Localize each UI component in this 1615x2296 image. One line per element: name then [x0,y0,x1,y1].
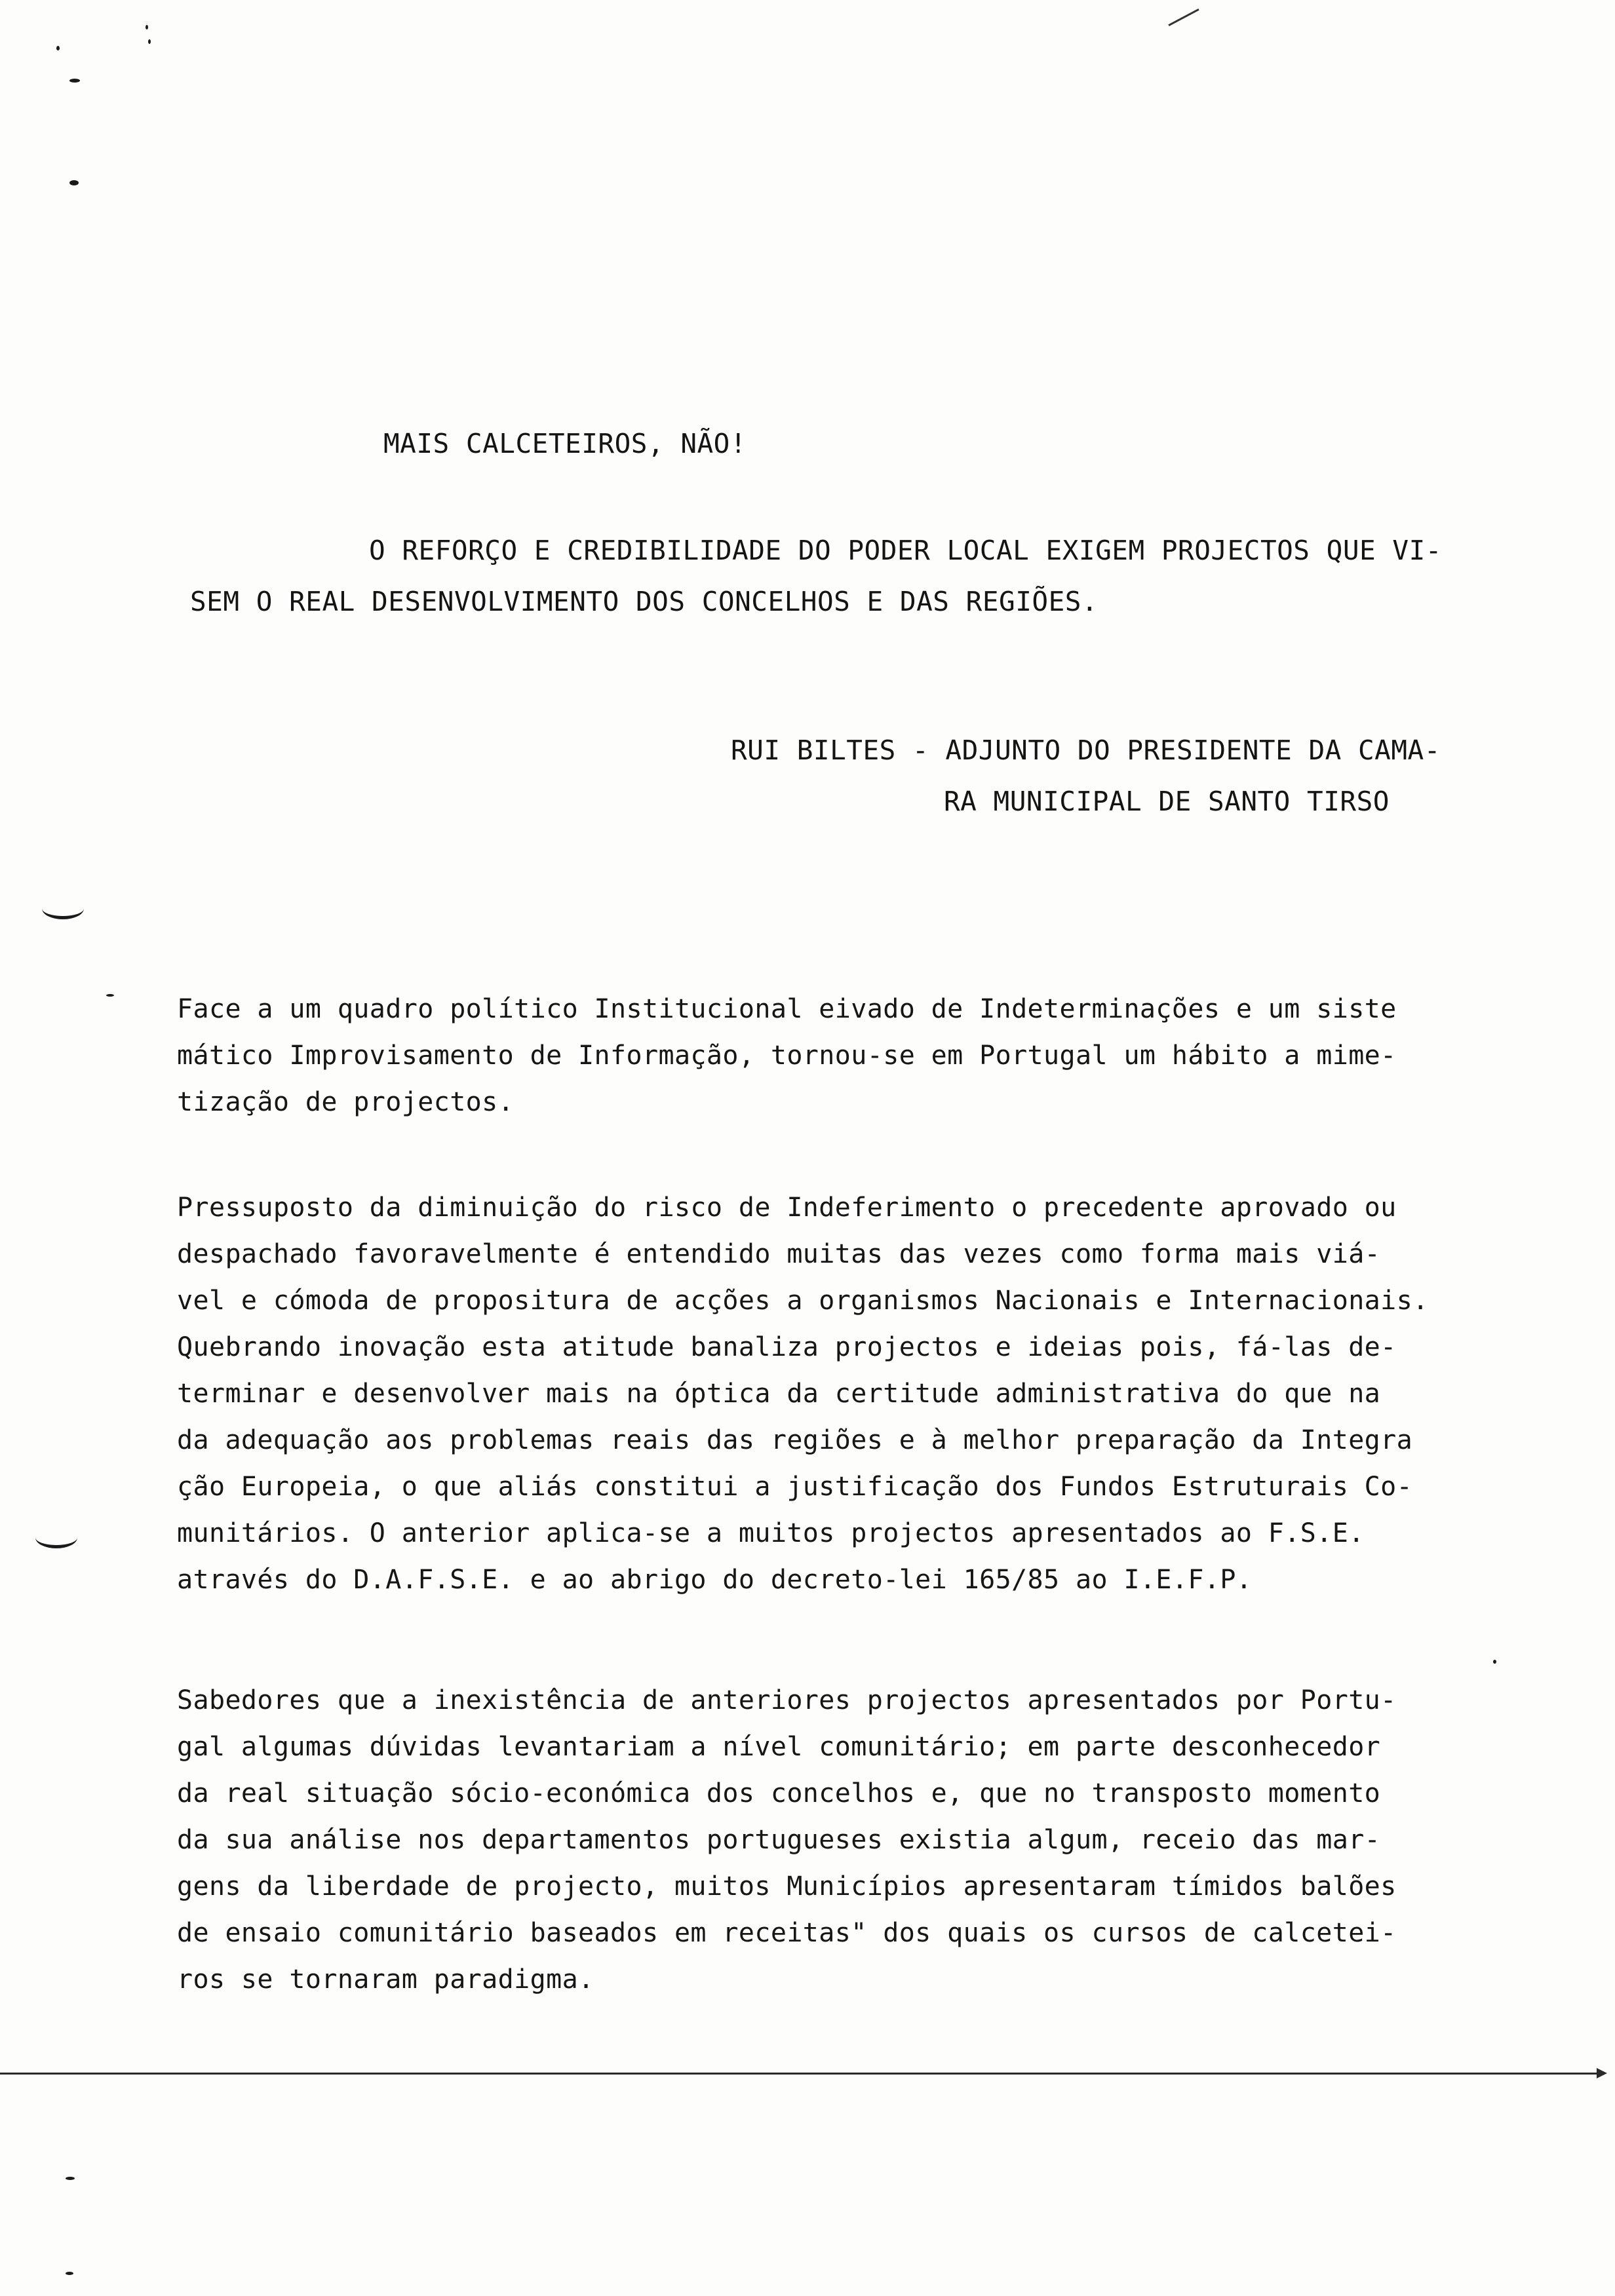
paragraph-line: terminar e desenvolver mais na óptica da certitude administrativa do que na [177,1379,1381,1409]
paragraph-line: munitários. O anterior aplica-se a muitos projectos apresentados ao F.S.E. [177,1518,1365,1548]
paragraph-line: tização de projectos. [177,1087,515,1117]
margin-mark [106,994,114,997]
paragraph-line: vel e cómoda de propositura de acções a organismos Nacionais e Internacionais. [177,1286,1429,1316]
article-title: MAIS CALCETEIROS, NÃO! [383,428,747,459]
paragraph-1 [177,986,1397,1126]
margin-mark [69,79,80,83]
paragraph-line: mático Improvisamento de Informação, tornou-se em Portugal um hábito a mime- [177,1041,1397,1071]
margin-mark [69,180,79,185]
margin-mark [148,39,151,44]
article-subtitle-line: SEM O REAL DESENVOLVIMENTO DOS CONCELHOS E DAS REGIÕES. [190,586,1099,617]
paragraph-3 [177,1677,1397,2003]
margin-mark [56,46,60,50]
paragraph-line: da sua análise nos departamentos portugueses existia algum, receio das mar- [177,1825,1381,1855]
paragraph-line: através do D.A.F.S.E. e ao abrigo do decreto-lei 165/85 ao I.E.F.P. [177,1565,1253,1595]
pen-stroke-mark [1168,9,1199,26]
margin-curve-mark [42,898,84,919]
paragraph-line: Sabedores que a inexistência de anteriores projectos apresentados por Portu- [177,1685,1397,1715]
paragraph-line: de ensaio comunitário baseados em receitas" dos quais os cursos de calcetei- [177,1918,1397,1948]
margin-mark [66,2272,73,2275]
paragraph-line: gal algumas dúvidas levantariam a nível comunitário; em parte desconhecedor [177,1732,1381,1762]
article-subtitle-line: O REFORÇO E CREDIBILIDADE DO PODER LOCAL EXIGEM PROJECTOS QUE VI- [369,535,1442,566]
horizontal-rule [0,2073,1599,2075]
paragraph-line: gens da liberdade de projecto, muitos Municípios apresentaram tímidos balões [177,1871,1397,1902]
paragraph-line: da adequação aos problemas reais das regiões e à melhor preparação da Integra [177,1425,1413,1455]
author-line: RA MUNICIPAL DE SANTO TIRSO [944,786,1390,817]
margin-curve-mark [35,1527,77,1548]
paragraph-2 [177,1185,1429,1603]
paragraph-line: Quebrando inovação esta atitude banaliza projectos e ideias pois, fá-las de- [177,1332,1397,1362]
paragraph-line: Pressuposto da diminuição do risco de Indeferimento o precedente aprovado ou [177,1193,1397,1223]
paragraph-line: despachado favoravelmente é entendido muitas das vezes como forma mais viá- [177,1239,1381,1269]
margin-mark [146,25,148,29]
margin-mark [66,2177,75,2180]
paragraph-line: Face a um quadro político Institucional eivado de Indeterminações e um siste [177,994,1397,1024]
paragraph-line: da real situação sócio-económica dos concelhos e, que no transposto momento [177,1778,1381,1808]
paragraph-line: ros se tornaram paradigma. [177,1964,594,1995]
paragraph-line: ção Europeia, o que aliás constitui a justificação dos Fundos Estruturais Co- [177,1472,1413,1502]
author-line: RUI BILTES - ADJUNTO DO PRESIDENTE DA CAMA- [731,735,1441,766]
margin-mark [1493,1660,1496,1664]
rule-arrow-icon [1597,2068,1607,2078]
